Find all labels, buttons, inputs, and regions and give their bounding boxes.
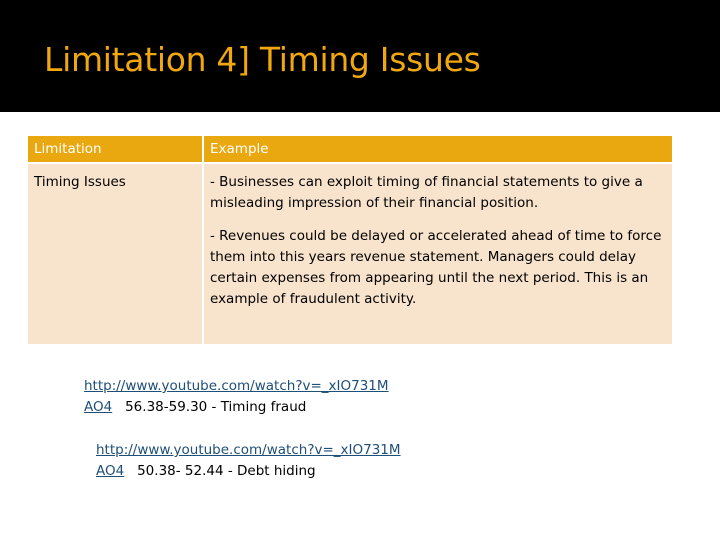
limitations-table: [26, 134, 674, 346]
video-link-caption: 50.38- 52.44 - Debt hiding: [137, 463, 316, 479]
cell-example: [203, 163, 673, 345]
video-link-url[interactable]: http://www.youtube.com/watch?v=_xIO731M: [84, 378, 389, 394]
video-link-block: [84, 376, 389, 418]
limitation-text: Timing Issues: [34, 174, 126, 190]
example-paragraph: - Revenues could be delayed or accelerated ahead of time to force them into this years revenue statement. Managers could delay certain expenses from appearing until the next period. This is an example of fraudulent activity.: [210, 228, 662, 307]
header-example: Example: [203, 135, 673, 163]
example-paragraph: - Businesses can exploit timing of financial statements to give a misleading impression of their financial position.: [210, 174, 643, 211]
video-link-caption: 56.38-59.30 - Timing fraud: [125, 399, 307, 415]
video-link-url[interactable]: http://www.youtube.com/watch?v=_xIO731M: [96, 442, 401, 458]
table-header-row: [27, 135, 673, 163]
title-bar: [0, 0, 720, 112]
table-row: [27, 163, 673, 345]
header-limitation: Limitation: [27, 135, 203, 163]
video-link-url-cont[interactable]: AO4: [84, 399, 113, 415]
slide-title: Limitation 4] Timing Issues: [44, 40, 481, 79]
cell-limitation: [27, 163, 203, 345]
video-link-url-cont[interactable]: AO4: [96, 463, 125, 479]
video-link-block: [96, 440, 401, 482]
